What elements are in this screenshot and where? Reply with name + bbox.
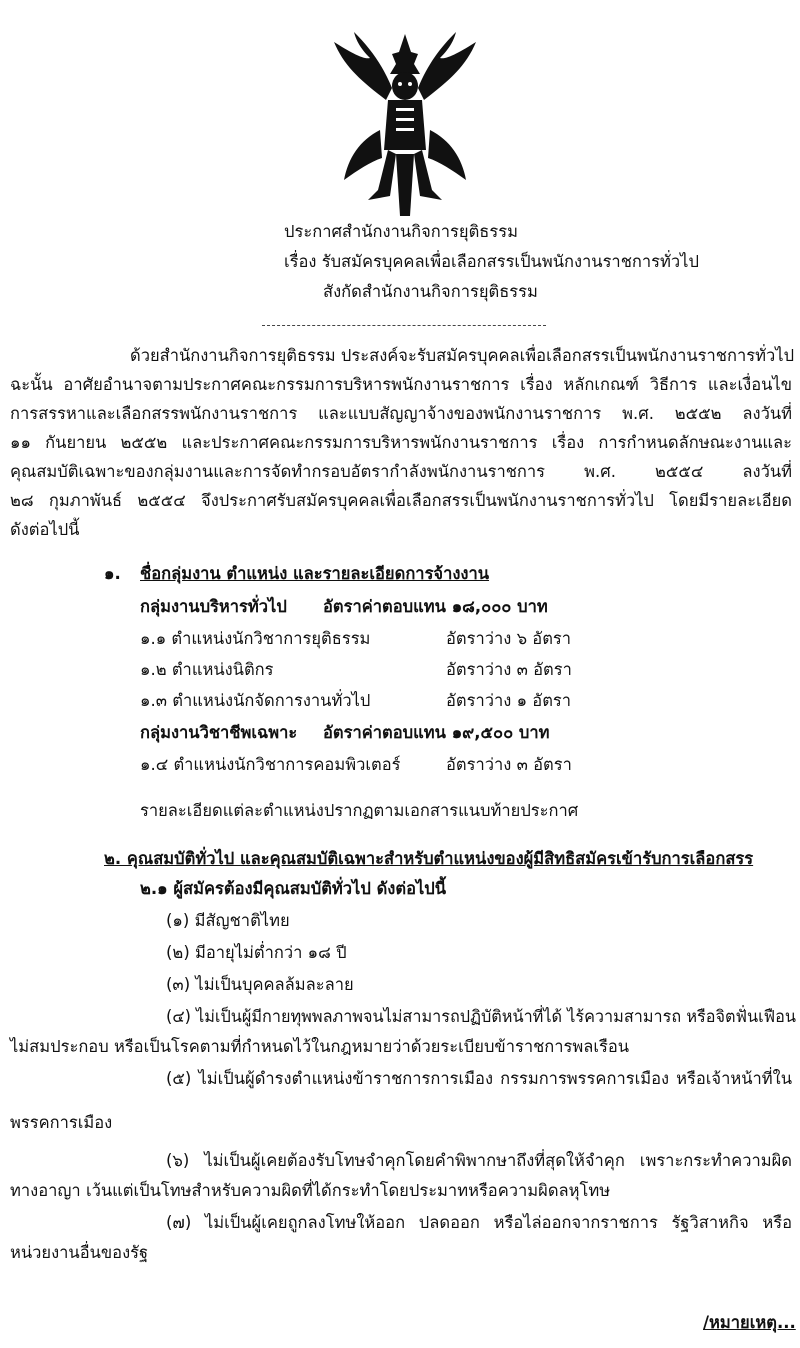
section2-sub: ๒.๑ ผู้สมัครต้องมีคุณสมบัติทั่วไป ดังต่อไปนี้ <box>140 879 447 898</box>
garuda-emblem-icon <box>330 30 480 220</box>
qualification-5-cont: พรรคการเมือง <box>10 1113 113 1132</box>
intro-line-2: ฉะนั้น อาศัยอำนาจตามประกาศคณะกรรมการบริหารพนักงานราชการ เรื่อง หลักเกณฑ์ วิธีการ และเงื่อนไข <box>10 375 792 394</box>
position-1-2: ๑.๒ ตำแหน่งนิติกร <box>140 660 274 679</box>
section2-title: ๒. คุณสมบัติทั่วไป และคุณสมบัติเฉพาะสำหรับตำแหน่งของผู้มีสิทธิสมัครเข้ารับการเลือกสรร <box>104 849 754 868</box>
section1-note: รายละเอียดแต่ละตำแหน่งปรากฏตามเอกสารแนบท้ายประกาศ <box>140 801 579 820</box>
qualification-4: (๔) ไม่เป็นผู้มีกายทุพพลภาพจนไม่สามารถปฏิบัติหน้าที่ได้ ไร้ความสามารถ หรือจิตฟั่นเฟือน <box>166 1007 796 1026</box>
intro-line-1: ด้วยสำนักงานกิจการยุติธรรม ประสงค์จะรับสมัครบุคคลเพื่อเลือกสรรเป็นพนักงานราชการทั่วไป <box>130 346 795 365</box>
group1-name: กลุ่มงานบริหารทั่วไป <box>140 597 287 616</box>
qualification-6: (๖) ไม่เป็นผู้เคยต้องรับโทษจำคุกโดยคำพิพากษาถึงที่สุดให้จำคุก เพราะกระทำความผิด <box>166 1151 792 1170</box>
qualification-2: (๒) มีอายุไม่ต่ำกว่า ๑๘ ปี <box>166 943 347 962</box>
qualification-7-cont: หน่วยงานอื่นของรัฐ <box>10 1243 149 1262</box>
qualification-5: (๕) ไม่เป็นผู้ดำรงตำแหน่งข้าราชการการเมือง กรรมการพรรคการเมือง หรือเจ้าหน้าที่ใน <box>166 1069 792 1088</box>
qualification-6-cont: ทางอาญา เว้นแต่เป็นโทษสำหรับความผิดที่ได้กระทำโดยประมาทหรือความผิดลหุโทษ <box>10 1181 611 1200</box>
continue-marker: /หมายเหตุ... <box>703 1313 796 1332</box>
intro-line-3: การสรรหาและเลือกสรรพนักงานราชการ และแบบสัญญาจ้างของพนักงานราชการ พ.ศ. ๒๕๕๒ ลงวันที่ <box>10 404 792 423</box>
section1-number: ๑. <box>104 564 121 583</box>
qualification-1: (๑) มีสัญชาติไทย <box>166 911 290 930</box>
position-1-3: ๑.๓ ตำแหน่งนักจัดการงานทั่วไป <box>140 691 371 710</box>
position-1-1: ๑.๑ ตำแหน่งนักวิชาการยุติธรรม <box>140 629 371 648</box>
intro-line-5: คุณสมบัติเฉพาะของกลุ่มงานและการจัดทำกรอบอัตรากำลังพนักงานราชการ พ.ศ. ๒๕๕๔ ลงวันที่ <box>10 462 792 481</box>
header-line-3: สังกัดสำนักงานกิจการยุติธรรม <box>323 282 538 301</box>
position-1-3-vacancy: อัตราว่าง ๑ อัตรา <box>446 691 572 710</box>
header-line-1: ประกาศสำนักงานกิจการยุติธรรม <box>284 222 518 241</box>
qualification-4-cont: ไม่สมประกอบ หรือเป็นโรคตามที่กำหนดไว้ในกฎหมายว่าด้วยระเบียบข้าราชการพลเรือน <box>10 1037 630 1056</box>
section1-title: ชื่อกลุ่มงาน ตำแหน่ง และรายละเอียดการจ้างงาน <box>140 564 490 583</box>
group1-pay: อัตราค่าตอบแทน ๑๘,๐๐๐ บาท <box>323 597 548 616</box>
intro-line-6: ๒๘ กุมภาพันธ์ ๒๕๕๔ จึงประกาศรับสมัครบุคคลเพื่อเลือกสรรเป็นพนักงานราชการทั่วไป โดยมีรายละเอียด <box>10 491 792 510</box>
position-1-4-vacancy: อัตราว่าง ๓ อัตรา <box>446 755 572 774</box>
intro-line-4: ๑๑ กันยายน ๒๕๕๒ และประกาศคณะกรรมการบริหารพนักงานราชการ เรื่อง การกำหนดลักษณะงานและ <box>10 433 792 452</box>
header-divider <box>262 325 546 326</box>
group2-pay: อัตราค่าตอบแทน ๑๙,๕๐๐ บาท <box>323 723 550 742</box>
position-1-1-vacancy: อัตราว่าง ๖ อัตรา <box>446 629 572 648</box>
position-1-4: ๑.๔ ตำแหน่งนักวิชาการคอมพิวเตอร์ <box>140 755 401 774</box>
group2-name: กลุ่มงานวิชาชีพเฉพาะ <box>140 723 298 742</box>
qualification-3: (๓) ไม่เป็นบุคคลล้มละลาย <box>166 975 354 994</box>
qualification-7: (๗) ไม่เป็นผู้เคยถูกลงโทษให้ออก ปลดออก หรือไล่ออกจากราชการ รัฐวิสาหกิจ หรือ <box>166 1213 792 1232</box>
header-subject: เรื่อง รับสมัครบุคคลเพื่อเลือกสรรเป็นพนักงานราชการทั่วไป <box>284 252 699 271</box>
position-1-2-vacancy: อัตราว่าง ๓ อัตรา <box>446 660 572 679</box>
intro-line-7: ดังต่อไปนี้ <box>10 520 80 539</box>
